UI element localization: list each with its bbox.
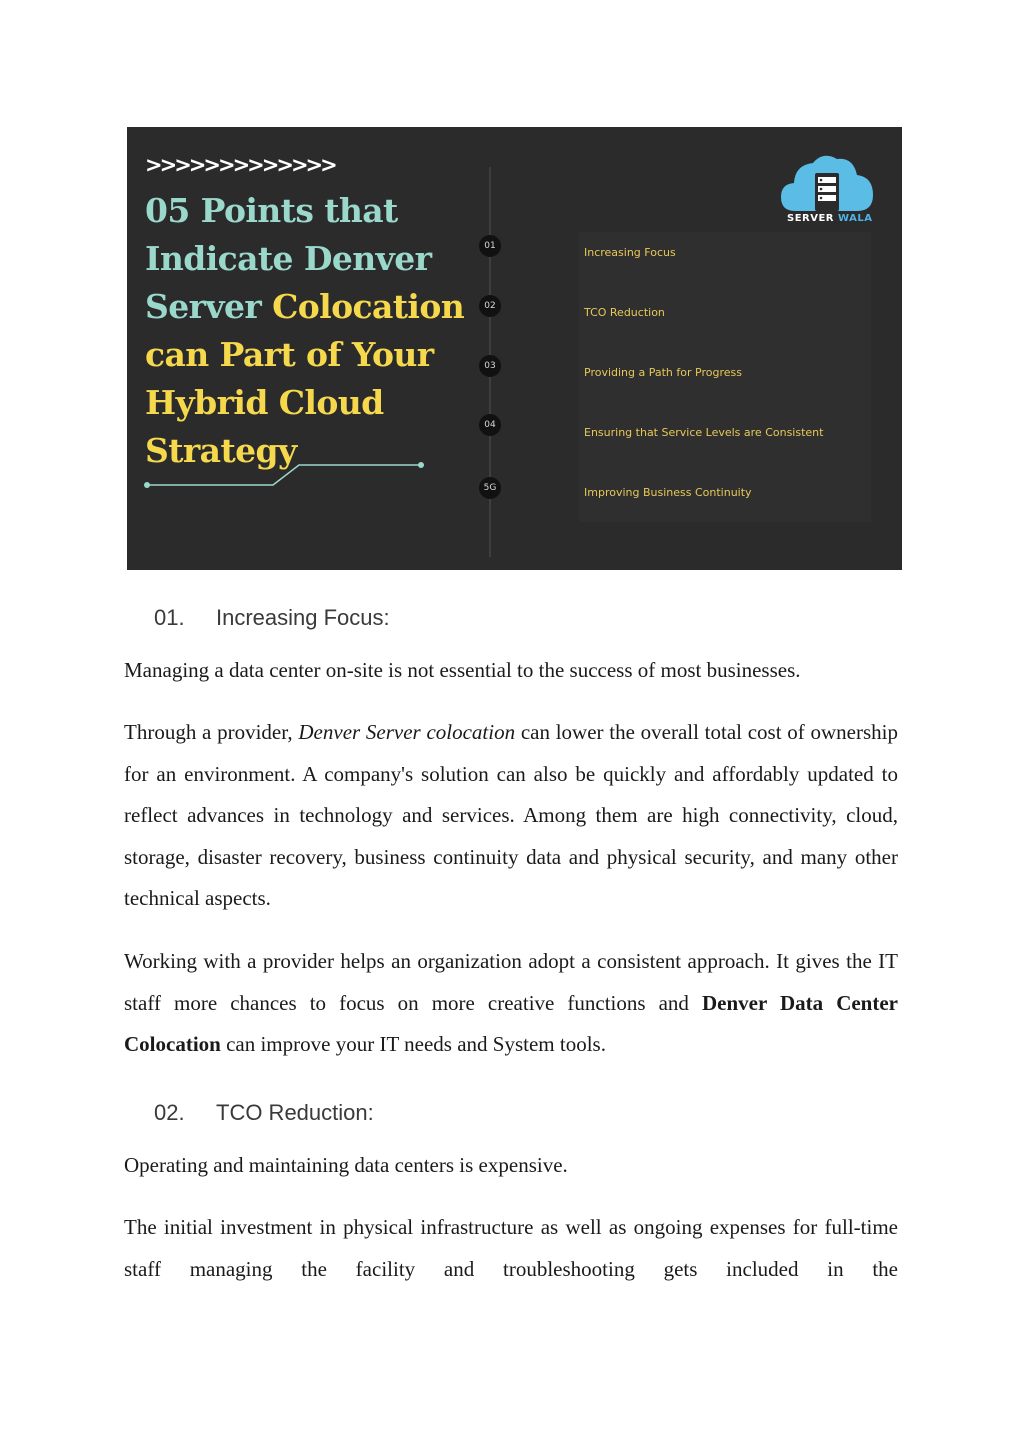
point-number-5: 5G [479, 477, 501, 499]
point-number-3: 03 [479, 355, 501, 377]
point-number-2: 02 [479, 295, 501, 317]
paragraph-1-3 [124, 941, 898, 1066]
denver-server-colocation-emphasis: Denver Server colocation [298, 720, 516, 744]
logo-word-wala: WALA [838, 213, 873, 224]
point-number-1: 01 [479, 235, 501, 257]
point-label-1: Increasing Focus [584, 246, 676, 259]
point-label-4: Ensuring that Service Levels are Consistent [584, 426, 824, 439]
paragraph-1-3-text-a: Working with a provider helps an organization adopt a consistent approach. It gives the IT staff more chances to focus on more creative functions and [124, 949, 898, 1015]
point-label-3: Providing a Path for Progress [584, 366, 742, 379]
section-heading-2 [154, 1100, 374, 1126]
paragraph-1-3-text-b: can improve your IT needs and System tools. [220, 1032, 606, 1056]
denver-data-center-colocation-bold: Denver Data Center Colocation [124, 990, 898, 1056]
logo-wordmark [787, 213, 877, 224]
point-label-2: TCO Reduction [584, 306, 665, 319]
paragraph-1-2-text-b: can lower the overall total cost of ownership for an environment. A company's solution can also be quickly and affordably updated to reflect advances in technology and services. Among them are high connectivity, cloud, storage, disaster recovery, business continuity data and physical security, and many other technical aspects. [124, 720, 898, 910]
section-title-1: Increasing Focus: [216, 605, 390, 630]
title-underline-decoration [141, 452, 441, 492]
banner-title-part1: 05 Points that Indicate Denver Server [145, 191, 432, 326]
chevrons-decoration: >>>>>>>>>>>>> [145, 153, 335, 177]
banner-title [145, 187, 475, 475]
section-number-2: 02. [154, 1100, 185, 1125]
paragraph-1-2-text-a: Through a provider, [124, 720, 299, 744]
section-heading-1 [154, 605, 390, 631]
banner-title-highlight: Colocation can Part of Your Hybrid Cloud Strategy [145, 287, 465, 470]
logo-word-server: SERVER [787, 213, 838, 224]
section-title-2: TCO Reduction: [216, 1100, 374, 1125]
paragraph-2-2: The initial investment in physical infrastructure as well as ongoing expenses for full-time staff managing the facility and troubleshooting gets included in the [124, 1215, 898, 1281]
paragraph-1-1: Managing a data center on-site is not essential to the success of most businesses. [124, 658, 801, 682]
paragraph-2-1: Operating and maintaining data centers is expensive. [124, 1153, 568, 1177]
point-number-4: 04 [479, 414, 501, 436]
paragraph-1-2 [124, 712, 898, 920]
section-number-1: 01. [154, 605, 185, 630]
infographic-banner [127, 127, 902, 570]
point-label-5: Improving Business Continuity [584, 486, 752, 499]
